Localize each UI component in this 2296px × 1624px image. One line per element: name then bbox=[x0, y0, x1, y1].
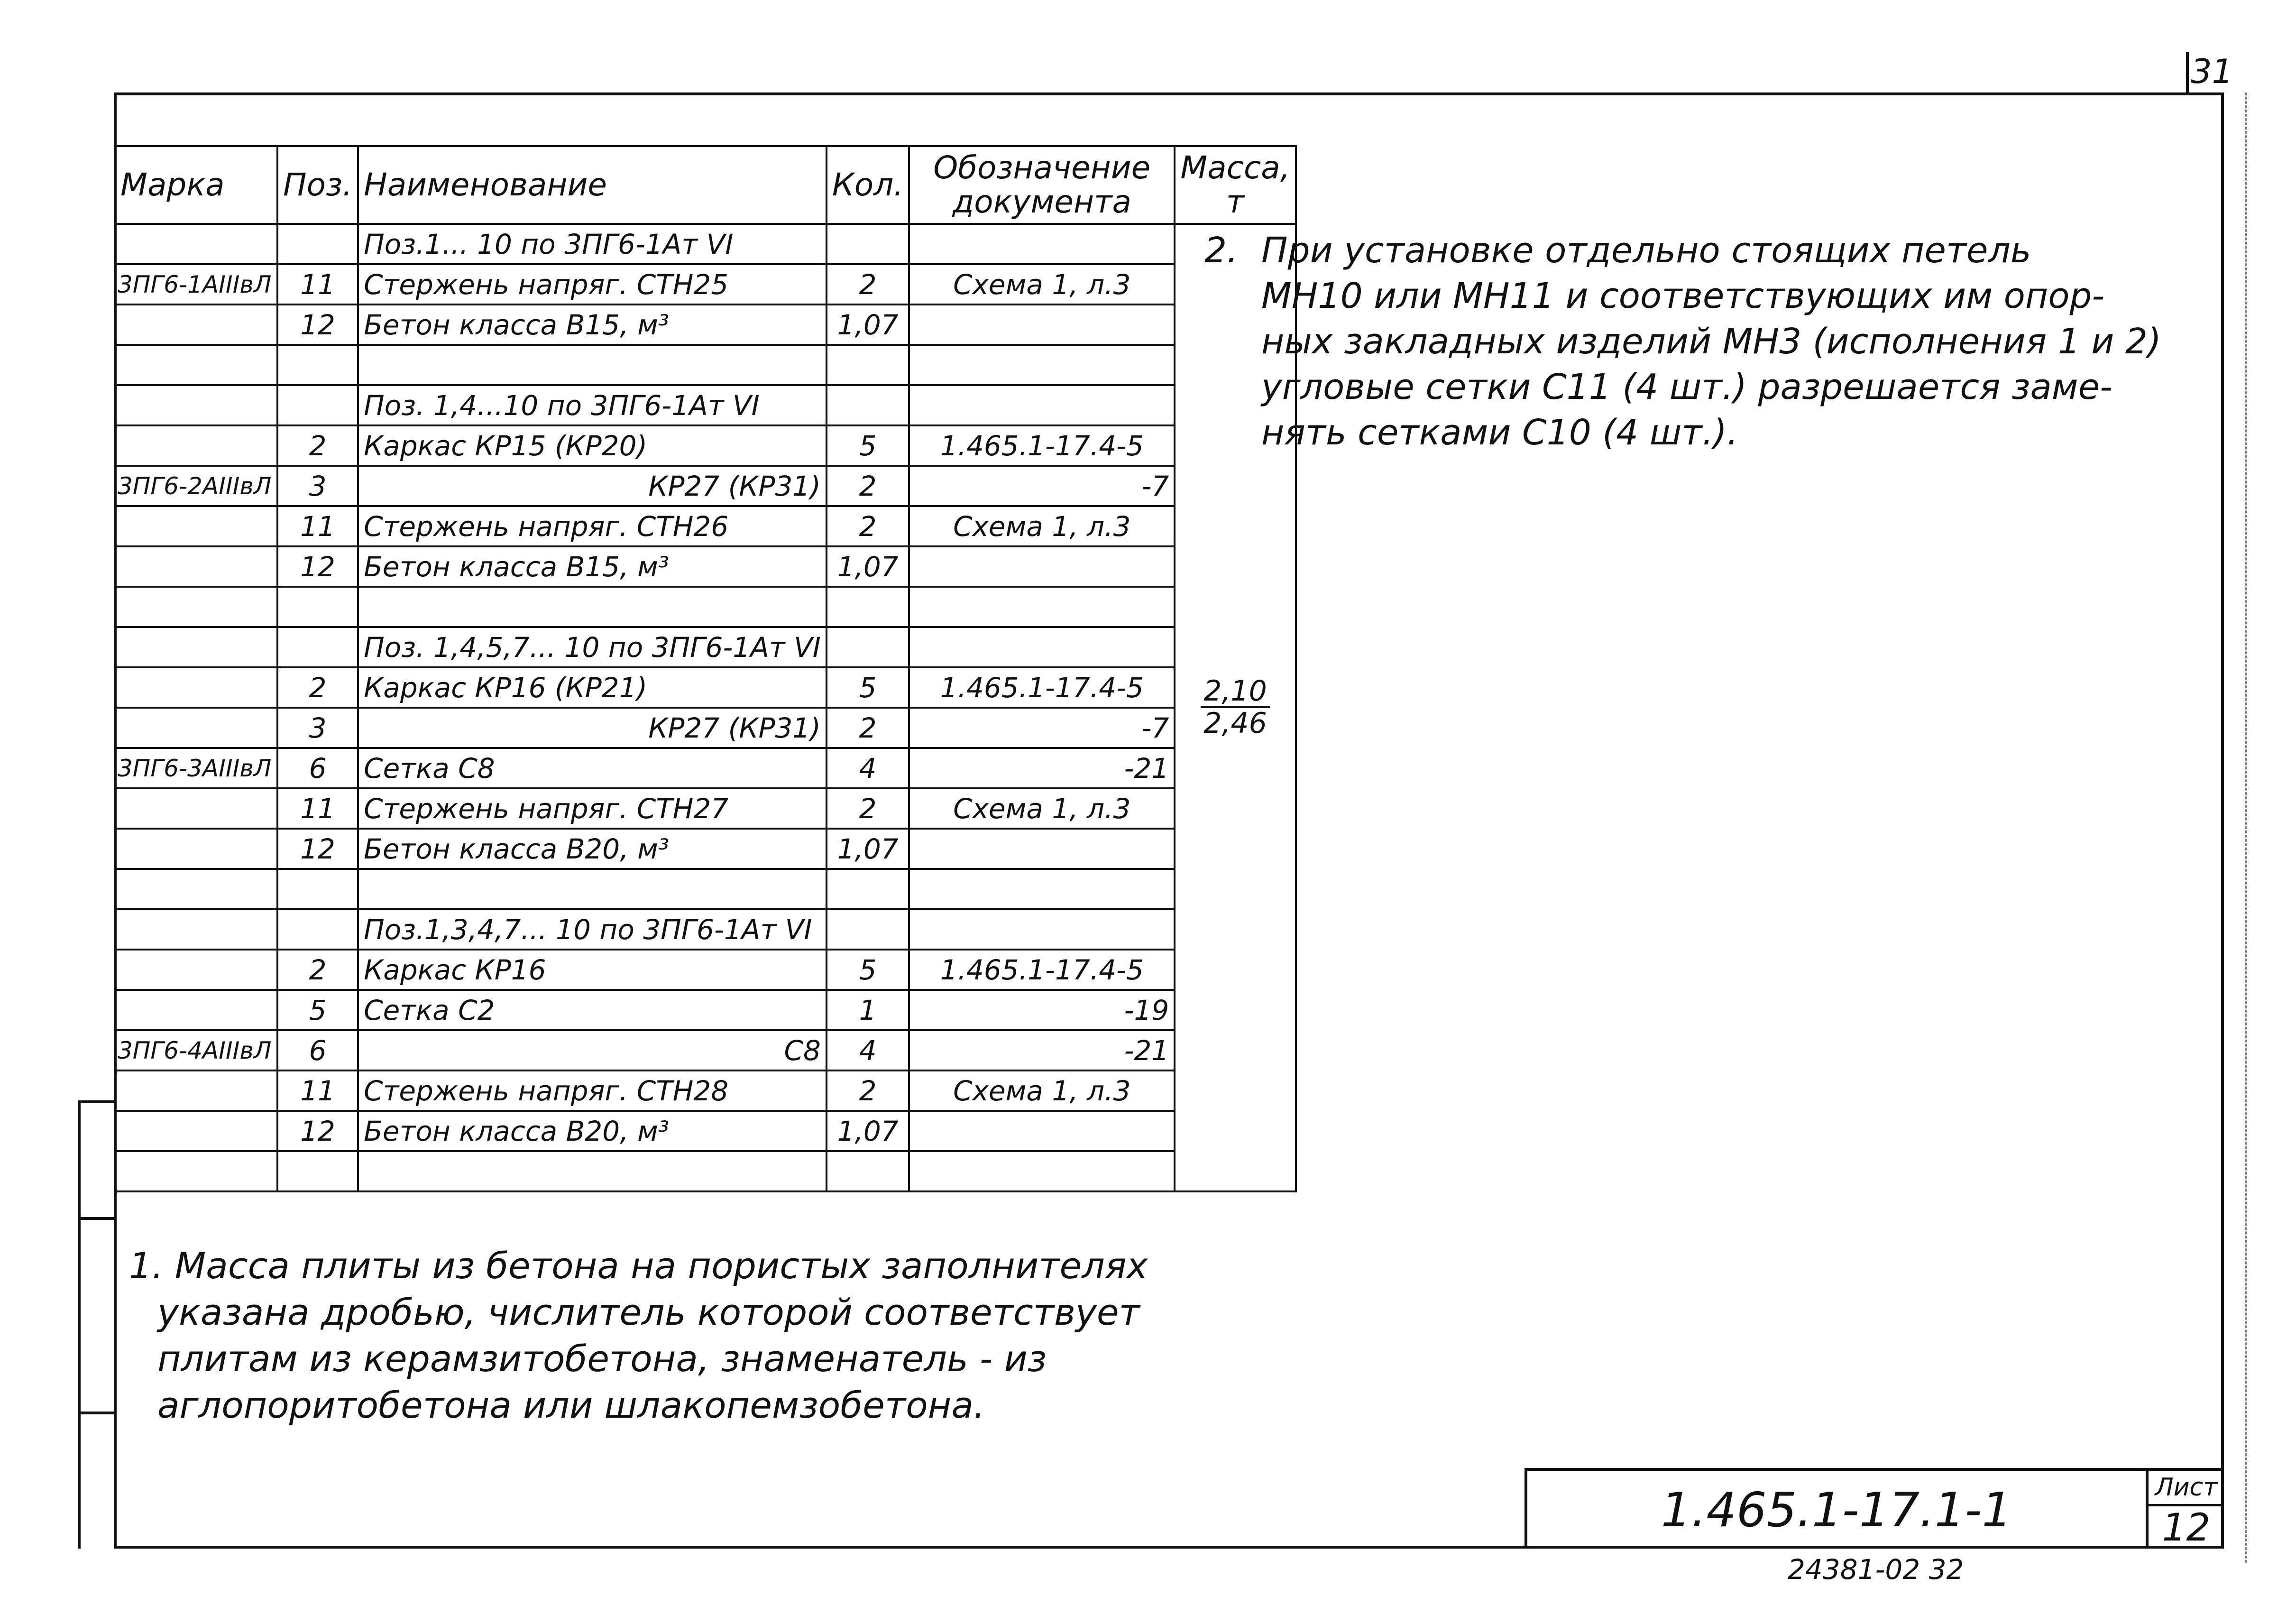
cell-qty: 1 bbox=[827, 990, 909, 1030]
cell-doc bbox=[909, 909, 1175, 950]
cell-qty bbox=[827, 345, 909, 385]
cell-mark bbox=[115, 627, 277, 667]
cell-mark bbox=[115, 909, 277, 950]
cell-qty: 5 bbox=[827, 425, 909, 466]
cell-qty: 2 bbox=[827, 708, 909, 748]
note-2 bbox=[1204, 228, 2200, 455]
note-1 bbox=[129, 1243, 1220, 1429]
note-2-number: 2. bbox=[1204, 230, 1238, 271]
cell-doc bbox=[909, 385, 1175, 425]
table-row bbox=[115, 950, 1296, 990]
table-row bbox=[115, 506, 1296, 546]
cell-name: Стержень напряг. СТН27 bbox=[358, 788, 827, 829]
cell-name: Стержень напряг. СТН28 bbox=[358, 1070, 827, 1111]
footer-code: 24381-02 32 bbox=[1788, 1553, 1964, 1586]
table-row bbox=[115, 304, 1296, 345]
cell-doc: 1.465.1-17.4-5 bbox=[909, 667, 1175, 708]
cell-name bbox=[358, 1151, 827, 1191]
cell-mark bbox=[115, 708, 277, 748]
table-row bbox=[115, 345, 1296, 385]
cell-mark bbox=[115, 788, 277, 829]
note-2-line: нять сетками С10 (4 шт.). bbox=[1261, 412, 1738, 453]
stub-divider bbox=[81, 1412, 117, 1414]
stub-divider bbox=[81, 1217, 117, 1220]
cell-qty: 1,07 bbox=[827, 546, 909, 587]
cell-doc: 1.465.1-17.4-5 bbox=[909, 950, 1175, 990]
cell-pos: 6 bbox=[277, 1030, 358, 1070]
cell-name: Поз. 1,4...10 по 3ПГ6-1Ат VI bbox=[358, 385, 827, 425]
table-row bbox=[115, 788, 1296, 829]
cell-name: С8 bbox=[358, 1030, 827, 1070]
page-number: 31 bbox=[2191, 52, 2233, 91]
cell-qty: 2 bbox=[827, 466, 909, 506]
cell-pos bbox=[277, 909, 358, 950]
cell-mark: 3ПГ6-3АIIIвЛ bbox=[115, 748, 277, 788]
cell-pos: 11 bbox=[277, 1070, 358, 1111]
cell-qty bbox=[827, 869, 909, 909]
cell-pos: 5 bbox=[277, 990, 358, 1030]
cell-doc bbox=[909, 587, 1175, 627]
cell-mark bbox=[115, 869, 277, 909]
mass-denominator: 2,46 bbox=[1203, 707, 1267, 740]
note-1-line: плитам из керамзитобетона, знаменатель - из bbox=[157, 1338, 1047, 1380]
cell-pos bbox=[277, 587, 358, 627]
cell-pos: 11 bbox=[277, 788, 358, 829]
cell-pos bbox=[277, 345, 358, 385]
cell-qty bbox=[827, 385, 909, 425]
cell-name: Стержень напряг. СТН25 bbox=[358, 264, 827, 304]
header-doc: Обозначение документа bbox=[909, 146, 1175, 224]
page-number-divider bbox=[2186, 52, 2189, 95]
table-header-row bbox=[115, 146, 1296, 224]
table-row bbox=[115, 466, 1296, 506]
table-row bbox=[115, 1111, 1296, 1151]
cell-doc bbox=[909, 546, 1175, 587]
cell-qty: 4 bbox=[827, 748, 909, 788]
cell-name bbox=[358, 345, 827, 385]
cell-name: КР27 (КР31) bbox=[358, 466, 827, 506]
table-row bbox=[115, 708, 1296, 748]
cell-mark: 3ПГ6-2АIIIвЛ bbox=[115, 466, 277, 506]
cell-qty: 5 bbox=[827, 950, 909, 990]
cell-name: Сетка С2 bbox=[358, 990, 827, 1030]
cell-pos: 11 bbox=[277, 506, 358, 546]
cell-pos: 2 bbox=[277, 425, 358, 466]
cell-qty: 2 bbox=[827, 1070, 909, 1111]
cell-mark bbox=[115, 546, 277, 587]
cell-doc bbox=[909, 869, 1175, 909]
table-row bbox=[115, 627, 1296, 667]
cell-name bbox=[358, 869, 827, 909]
cell-pos: 11 bbox=[277, 264, 358, 304]
cell-doc: Схема 1, л.3 bbox=[909, 788, 1175, 829]
cell-pos bbox=[277, 1151, 358, 1191]
cell-mark bbox=[115, 385, 277, 425]
cell-doc bbox=[909, 345, 1175, 385]
note-2-line: ных закладных изделий МН3 (исполнения 1 и 2) bbox=[1261, 321, 2161, 362]
header-pos: Поз. bbox=[277, 146, 358, 224]
table-row bbox=[115, 869, 1296, 909]
specification-table bbox=[114, 145, 1297, 1192]
cell-qty: 1,07 bbox=[827, 829, 909, 869]
cell-pos bbox=[277, 869, 358, 909]
cell-name: Бетон класса В20, м³ bbox=[358, 1111, 827, 1151]
cell-qty: 1,07 bbox=[827, 1111, 909, 1151]
cell-doc bbox=[909, 829, 1175, 869]
cell-qty: 1,07 bbox=[827, 304, 909, 345]
cell-name: Поз.1... 10 по 3ПГ6-1Ат VI bbox=[358, 224, 827, 264]
table-row bbox=[115, 425, 1296, 466]
header-mark: Марка bbox=[115, 146, 277, 224]
cell-mark bbox=[115, 224, 277, 264]
note-1-line: аглопоритобетона или шлакопемзобетона. bbox=[157, 1384, 985, 1426]
note-1-line: 1. Масса плиты из бетона на пористых заполнителях bbox=[129, 1245, 1148, 1287]
table-row bbox=[115, 1030, 1296, 1070]
mass-numerator: 2,10 bbox=[1201, 676, 1270, 708]
cell-name: Бетон класса В15, м³ bbox=[358, 546, 827, 587]
cell-name: Поз.1,3,4,7... 10 по 3ПГ6-1Ат VI bbox=[358, 909, 827, 950]
cell-doc: Схема 1, л.3 bbox=[909, 264, 1175, 304]
cell-qty bbox=[827, 587, 909, 627]
note-2-line: При установке отдельно стоящих петель bbox=[1261, 230, 2031, 271]
cell-mark bbox=[115, 587, 277, 627]
table-row bbox=[115, 667, 1296, 708]
cell-pos: 12 bbox=[277, 546, 358, 587]
table-row bbox=[115, 385, 1296, 425]
cell-mark bbox=[115, 506, 277, 546]
cell-doc bbox=[909, 1151, 1175, 1191]
cell-pos bbox=[277, 385, 358, 425]
cell-pos: 12 bbox=[277, 829, 358, 869]
table-row bbox=[115, 587, 1296, 627]
cell-qty: 2 bbox=[827, 264, 909, 304]
cell-mark bbox=[115, 950, 277, 990]
cell-name: Бетон класса В15, м³ bbox=[358, 304, 827, 345]
cell-doc: -21 bbox=[909, 1030, 1175, 1070]
cell-qty bbox=[827, 224, 909, 264]
header-qty: Кол. bbox=[827, 146, 909, 224]
cell-doc: Схема 1, л.3 bbox=[909, 506, 1175, 546]
cell-doc bbox=[909, 1111, 1175, 1151]
cell-doc bbox=[909, 224, 1175, 264]
table-row bbox=[115, 990, 1296, 1030]
cell-doc: -19 bbox=[909, 990, 1175, 1030]
cell-pos: 12 bbox=[277, 304, 358, 345]
cell-mark bbox=[115, 1111, 277, 1151]
cell-doc bbox=[909, 627, 1175, 667]
cell-mark: 3ПГ6-4АIIIвЛ bbox=[115, 1030, 277, 1070]
note-2-line: МН10 или МН11 и соответствующих им опор- bbox=[1261, 276, 2105, 316]
cell-qty: 5 bbox=[827, 667, 909, 708]
cell-doc: -7 bbox=[909, 708, 1175, 748]
sheet-label: Лист bbox=[2149, 1471, 2224, 1506]
cell-doc bbox=[909, 304, 1175, 345]
cell-pos: 2 bbox=[277, 950, 358, 990]
cell-mark bbox=[115, 1070, 277, 1111]
note-1-line: указана дробью, числитель которой соответствует bbox=[157, 1291, 1140, 1333]
table-row bbox=[115, 546, 1296, 587]
cell-name: Каркас КР15 (КР20) bbox=[358, 425, 827, 466]
cell-doc: -7 bbox=[909, 466, 1175, 506]
cell-mark bbox=[115, 990, 277, 1030]
cell-pos: 12 bbox=[277, 1111, 358, 1151]
cell-pos bbox=[277, 224, 358, 264]
cell-name: Стержень напряг. СТН26 bbox=[358, 506, 827, 546]
sheet-box bbox=[2146, 1468, 2224, 1549]
table-row bbox=[115, 829, 1296, 869]
document-code: 1.465.1-17.1-1 bbox=[1525, 1468, 2146, 1549]
table-row bbox=[115, 909, 1296, 950]
cell-qty: 4 bbox=[827, 1030, 909, 1070]
table-row bbox=[115, 224, 1296, 264]
cell-pos bbox=[277, 627, 358, 667]
trim-line bbox=[2245, 92, 2249, 1563]
binding-stub bbox=[78, 1100, 117, 1549]
cell-name: Поз. 1,4,5,7... 10 по 3ПГ6-1Ат VI bbox=[358, 627, 827, 667]
cell-name: Бетон класса В20, м³ bbox=[358, 829, 827, 869]
cell-qty: 2 bbox=[827, 506, 909, 546]
cell-qty bbox=[827, 909, 909, 950]
cell-pos: 6 bbox=[277, 748, 358, 788]
table-row bbox=[115, 1070, 1296, 1111]
table-body bbox=[115, 224, 1296, 1191]
cell-mark bbox=[115, 304, 277, 345]
cell-mark bbox=[115, 345, 277, 385]
cell-mark bbox=[115, 667, 277, 708]
cell-name: Каркас КР16 bbox=[358, 950, 827, 990]
table-row bbox=[115, 1151, 1296, 1191]
cell-qty bbox=[827, 627, 909, 667]
cell-pos: 3 bbox=[277, 708, 358, 748]
note-2-line: угловые сетки С11 (4 шт.) разрешается заме- bbox=[1261, 367, 2112, 407]
cell-name: Сетка С8 bbox=[358, 748, 827, 788]
cell-name bbox=[358, 587, 827, 627]
cell-name: Каркас КР16 (КР21) bbox=[358, 667, 827, 708]
cell-doc: Схема 1, л.3 bbox=[909, 1070, 1175, 1111]
cell-pos: 3 bbox=[277, 466, 358, 506]
cell-doc: -21 bbox=[909, 748, 1175, 788]
cell-mark bbox=[115, 1151, 277, 1191]
cell-mark: 3ПГ6-1АIIIвЛ bbox=[115, 264, 277, 304]
mass-fraction bbox=[1201, 676, 1270, 738]
cell-qty bbox=[827, 1151, 909, 1191]
cell-pos: 2 bbox=[277, 667, 358, 708]
cell-mark bbox=[115, 425, 277, 466]
cell-doc: 1.465.1-17.4-5 bbox=[909, 425, 1175, 466]
table-row bbox=[115, 748, 1296, 788]
cell-qty: 2 bbox=[827, 788, 909, 829]
header-mass: Масса, т bbox=[1175, 146, 1295, 224]
header-name: Наименование bbox=[358, 146, 827, 224]
cell-name: КР27 (КР31) bbox=[358, 708, 827, 748]
table-row bbox=[115, 264, 1296, 304]
cell-mark bbox=[115, 829, 277, 869]
sheet-number: 12 bbox=[2162, 1505, 2211, 1550]
